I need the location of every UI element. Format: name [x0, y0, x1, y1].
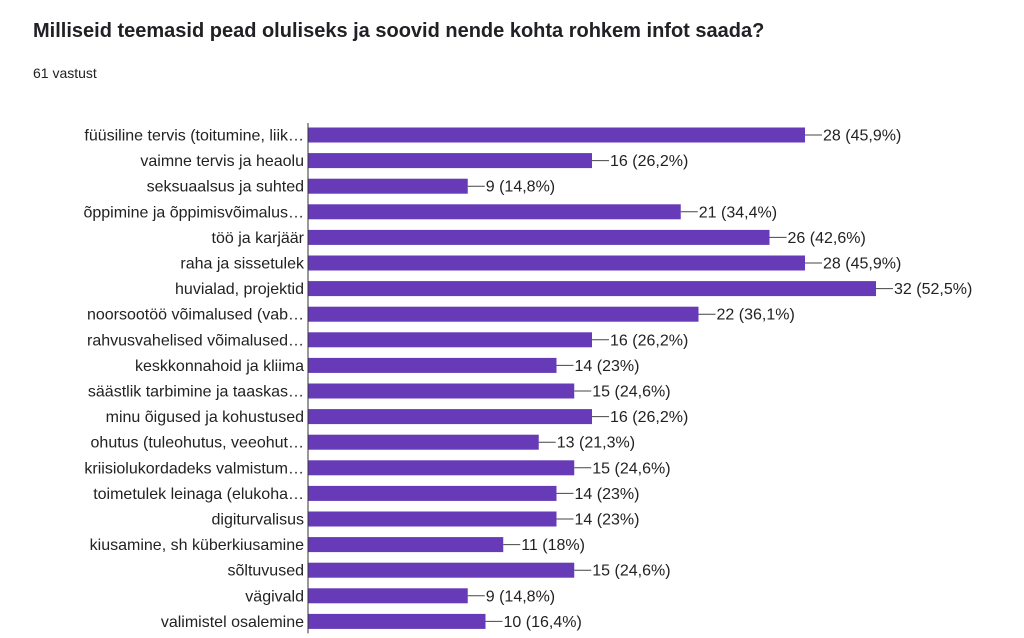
- bar-row: [140, 153, 688, 170]
- bar-row: [147, 179, 556, 196]
- bar: [308, 153, 592, 168]
- data-label: 13 (21,3%): [556, 434, 636, 452]
- bar: [308, 281, 876, 296]
- data-label: 16 (26,2%): [610, 409, 689, 427]
- bar-row: [175, 281, 972, 298]
- category-label: rahvusvahelised võimalused…: [87, 332, 304, 350]
- bar: [308, 307, 699, 322]
- bar-row: [245, 588, 555, 605]
- bar: [308, 537, 503, 552]
- data-label: 9 (14,8%): [485, 178, 556, 196]
- data-label: 14 (23%): [574, 357, 640, 375]
- data-label: 22 (36,1%): [716, 306, 795, 324]
- chart-title: Milliseid teemasid pead oluliseks ja soovid nende kohta rohkem infot saada?: [33, 20, 765, 42]
- bar: [308, 614, 486, 629]
- category-label: toimetulek leinaga (elukoha…: [93, 485, 304, 503]
- bar: [308, 460, 574, 475]
- bar: [308, 256, 805, 271]
- category-label: keskkonnahoid ja kliima: [135, 357, 304, 375]
- data-label: 16 (26,2%): [610, 153, 689, 171]
- category-label: minu õigused ja kohustused: [105, 409, 304, 427]
- bar-row: [84, 460, 670, 477]
- category-label: säästlik tarbimine ja taaskas…: [87, 383, 304, 401]
- category-label: ohutus (tuleohutus, veeohut…: [90, 434, 304, 452]
- bar: [308, 435, 539, 450]
- bar: [308, 512, 557, 527]
- bar-row: [228, 563, 671, 580]
- category-label: valimistel osalemine: [160, 613, 304, 631]
- data-label: 15 (24,6%): [592, 562, 671, 580]
- data-label: 21 (34,4%): [698, 204, 778, 222]
- category-label: kriisiolukordadeks valmistum…: [84, 460, 304, 478]
- data-label: 11 (18%): [521, 537, 585, 555]
- bar-row: [180, 256, 901, 273]
- data-label: 26 (42,6%): [787, 229, 866, 247]
- data-label: 32 (52,5%): [894, 281, 973, 299]
- data-label: 14 (23%): [574, 511, 640, 529]
- category-label: huvialad, projektid: [175, 281, 304, 299]
- category-label: seksuaalsus ja suhted: [146, 178, 304, 196]
- data-label: 10 (16,4%): [503, 613, 582, 631]
- bar-row: [106, 409, 689, 426]
- bar-row: [83, 204, 777, 221]
- bar-row: [87, 332, 688, 349]
- bar: [308, 230, 770, 245]
- bar-row: [135, 358, 639, 375]
- category-label: vaimne tervis ja heaolu: [140, 153, 304, 171]
- bar-row: [84, 128, 901, 145]
- bar-row: [212, 230, 866, 247]
- bar: [308, 179, 468, 194]
- data-label: 14 (23%): [574, 485, 640, 503]
- bar: [308, 384, 574, 399]
- bar-row: [87, 307, 795, 324]
- category-label: noorsootöö võimalused (vab…: [86, 306, 304, 324]
- data-label: 16 (26,2%): [610, 332, 689, 350]
- category-label: töö ja karjäär: [211, 229, 304, 247]
- bar: [308, 358, 557, 373]
- response-count: 61 vastust: [33, 65, 97, 81]
- category-label: sõltuvused: [227, 562, 304, 580]
- data-label: 28 (45,9%): [823, 255, 902, 273]
- bar: [308, 128, 805, 143]
- category-label: vägivald: [245, 588, 304, 606]
- data-label: 15 (24,6%): [592, 460, 671, 478]
- data-label: 28 (45,9%): [823, 127, 902, 145]
- bar: [308, 332, 592, 347]
- data-label: 15 (24,6%): [592, 383, 671, 401]
- category-label: digiturvalisus: [211, 511, 304, 529]
- bar: [308, 409, 592, 424]
- category-label: õppimine ja õppimisvõimalus…: [83, 204, 304, 222]
- bar: [308, 563, 574, 578]
- category-label: raha ja sissetulek: [180, 255, 304, 273]
- bar: [308, 204, 681, 219]
- bar-row: [91, 435, 636, 452]
- bar-row: [90, 537, 585, 554]
- bar-row: [212, 512, 640, 529]
- bar: [308, 486, 557, 501]
- bar-row: [161, 614, 582, 631]
- category-label: füüsiline tervis (toitumine, liik…: [84, 127, 304, 145]
- category-label: kiusamine, sh küberkiusamine: [89, 537, 304, 555]
- bar-row: [93, 486, 639, 503]
- data-label: 9 (14,8%): [485, 588, 556, 606]
- bar: [308, 588, 468, 603]
- bar-row: [88, 384, 671, 401]
